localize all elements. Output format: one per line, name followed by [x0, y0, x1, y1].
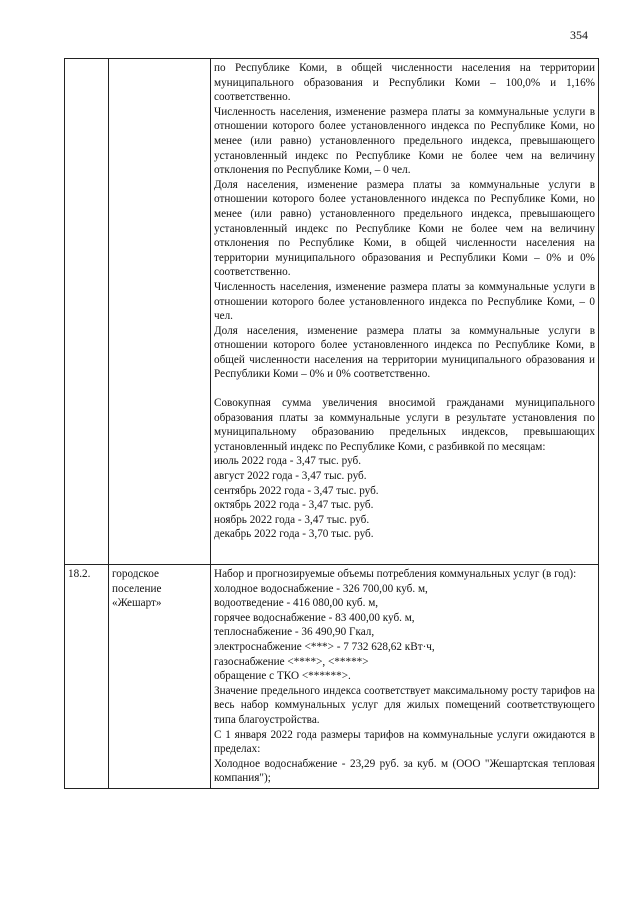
table-row — [65, 59, 599, 565]
month-line: сентябрь 2022 года - 3,47 тыс. руб. — [214, 484, 379, 497]
tariff-line: Холодное водоснабжение - 23,29 руб. за куб. м (ООО "Жешартская тепловая компания"); — [214, 757, 595, 785]
tariff-intro-paragraph: С 1 января 2022 года размеры тарифов на коммунальные услуги ожидаются в пределах: — [214, 728, 595, 756]
row-number-cell: 18.2. — [65, 565, 109, 789]
volume-line: холодное водоснабжение - 326 700,00 куб. м, — [214, 582, 428, 595]
intro-paragraph: Набор и прогнозируемые объемы потребления коммунальных услуг (в год): — [214, 568, 577, 580]
volume-line: электроснабжение <***> - 7 732 628,62 кВт·ч, — [214, 640, 435, 653]
description-cell — [211, 59, 599, 565]
paragraph: Численность населения, изменение размера платы за коммунальные услуги в отношении которого более установленного индекса по Республике Коми, – 0 чел. — [214, 280, 595, 323]
paragraph: Численность населения, изменение размера платы за коммунальные услуги в отношении которого более установленного индекса по Республике Коми, но менее (или равно) установленного предельного индекса, превышающего установленный индекс по Республике Коми не более чем на величину отклонения по Республике Коми, – 0 чел. — [214, 105, 595, 177]
document-table — [64, 58, 599, 789]
month-line: ноябрь 2022 года - 3,47 тыс. руб. — [214, 513, 370, 526]
table-row — [65, 565, 599, 789]
paragraph: по Республике Коми, в общей численности населения на территории муниципального образования и Республики Коми – 100,0% и 1,16% соответственно. — [214, 62, 595, 104]
description-cell — [211, 565, 599, 789]
month-line: декабрь 2022 года - 3,70 тыс. руб. — [214, 528, 374, 541]
row-number-cell — [65, 59, 109, 565]
volume-line: теплоснабжение - 36 490,90 Гкал, — [214, 626, 375, 639]
month-line: август 2022 года - 3,47 тыс. руб. — [214, 470, 367, 483]
municipality-name-cell: городское поселение «Жешарт» — [109, 565, 211, 789]
month-line: июль 2022 года - 3,47 тыс. руб. — [214, 455, 361, 468]
municipality-name-cell — [109, 59, 211, 565]
index-note-paragraph: Значение предельного индекса соответствует максимальному росту тарифов на весь набор коммунальных услуг для жилых помещений соответствующего типа благоустройства. — [214, 684, 595, 726]
month-line: октябрь 2022 года - 3,47 тыс. руб. — [214, 499, 374, 512]
volume-line: горячее водоснабжение - 83 400,00 куб. м, — [214, 611, 415, 624]
page-number: 354 — [570, 28, 588, 42]
spacer — [214, 382, 595, 396]
volume-line: водоотведение - 416 080,00 куб. м, — [214, 597, 379, 610]
volume-line: обращение с ТКО <******>. — [214, 670, 351, 683]
paragraph: Доля населения, изменение размера платы за коммунальные услуги в отношении которого более установленного индекса по Республике Коми, но менее (или равно) установленного предельного индекса, превышающего установленный индекс по Республике Коми не более чем на величину отклонения по Республике Коми, в общей численности населения на территории муниципального образования и Республики Коми – 0% и 0% соответственно. — [214, 178, 595, 279]
volume-line: газоснабжение <****>, <*****> — [214, 655, 369, 668]
summary-paragraph: Совокупная сумма увеличения вносимой гражданами муниципального образования платы за коммунальные услуги в результате установления по муниципальному образованию предельных индексов, превышающих установленный индекс по Республике Коми, с разбивкой по месяцам: — [214, 397, 595, 453]
paragraph: Доля населения, изменение размера платы за коммунальные услуги в отношении которого более установленного индекса по Республике Коми, в общей численности населения на территории муниципального образования и Республики Коми – 0% и 0% соответственно. — [214, 324, 595, 381]
